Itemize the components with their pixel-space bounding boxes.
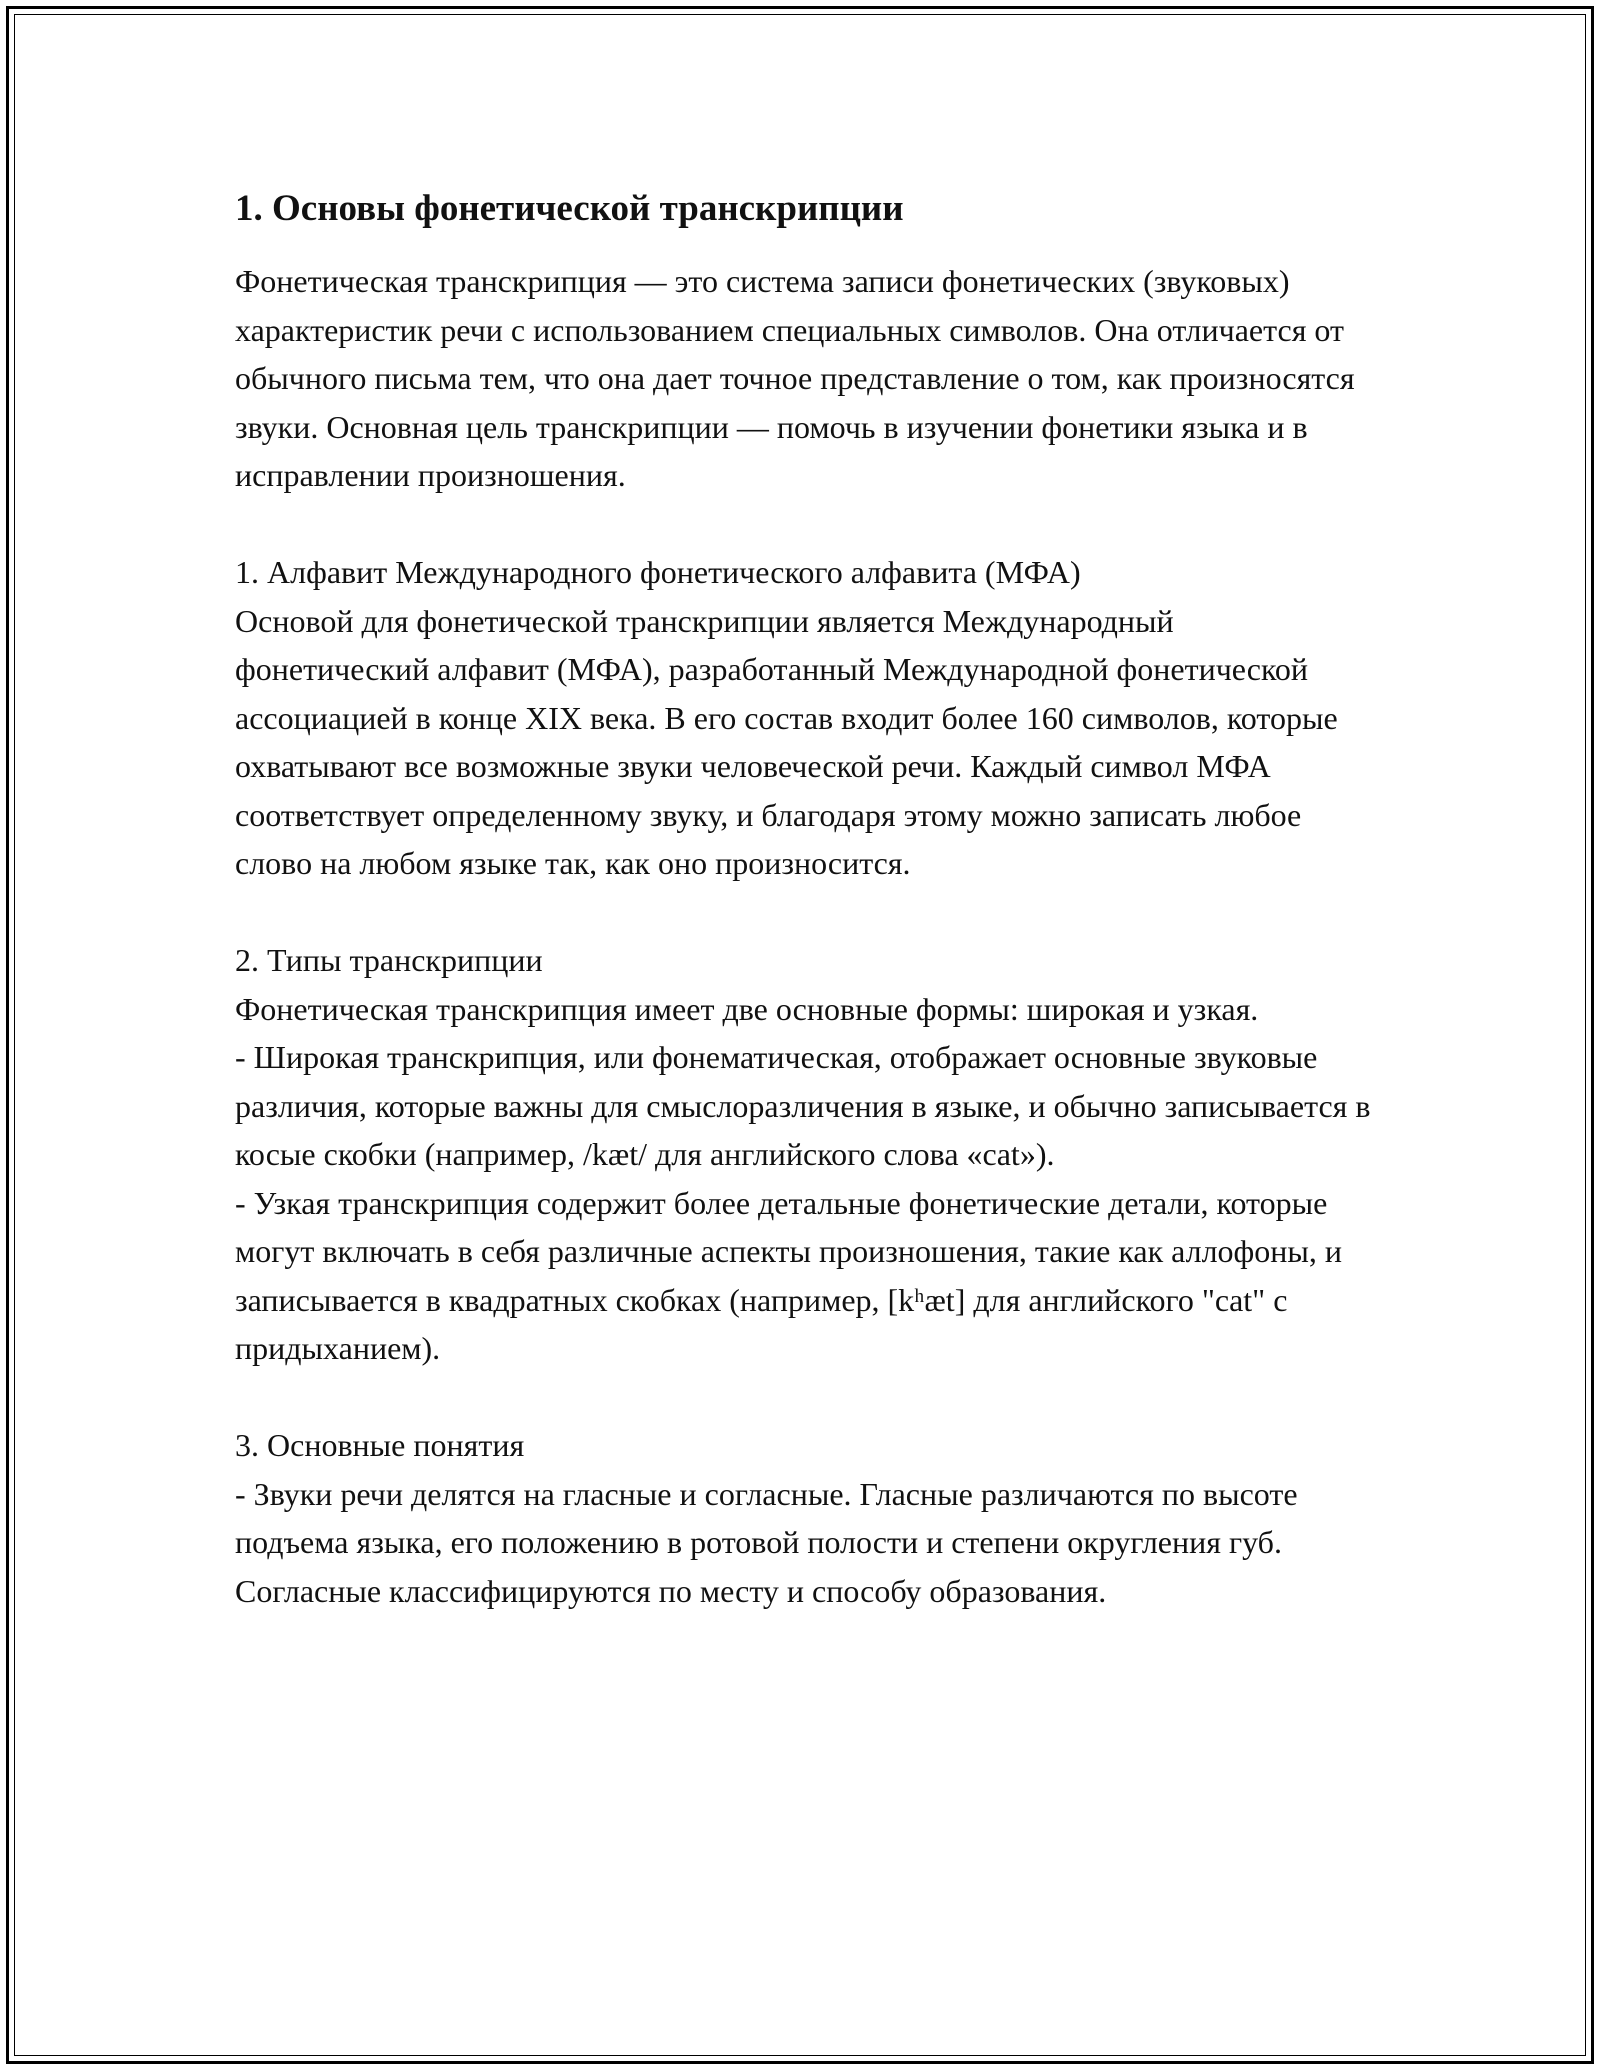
document-body xyxy=(235,185,1375,1615)
bullet-narrow-transcription: - Узкая транскрипция содержит более детальные фонетические детали, которые могут включать в себя различные аспекты произношения, такие как аллофоны, и записывается в квадратных скобках (например, [kʰæt] для английского "cat" с придыханием). xyxy=(235,1184,1343,1366)
section-ipa-alphabet xyxy=(235,548,1375,888)
section-text: Основой для фонетической транскрипции является Международный фонетический алфавит (МФА), разработанный Международной фонетической ассоциацией в конце XIX века. В его состав входит более 160 символов, которые охватывают все возможные звуки человеческой речи. Каждый символ МФА соответствует определенному звуку, и благодаря этому можно записать любое слово на любом языке так, как оно произносится. xyxy=(235,602,1338,881)
section-heading: 3. Основные понятия xyxy=(235,1427,525,1463)
section-heading: 1. Алфавит Международного фонетического алфавита (МФА) xyxy=(235,554,1081,590)
bullet-speech-sounds: - Звуки речи делятся на гласные и согласные. Гласные различаются по высоте подъема языка, его положению в ротовой полости и степени округления губ. Согласные классифицируются по месту и способу образования. xyxy=(235,1475,1298,1609)
section-transcription-types xyxy=(235,936,1375,1373)
section-basic-concepts xyxy=(235,1421,1375,1615)
section-heading: 2. Типы транскрипции xyxy=(235,942,543,978)
page-title: 1. Основы фонетической транскрипции xyxy=(235,188,904,229)
bullet-broad-transcription: - Широкая транскрипция, или фонематическая, отображает основные звуковые различия, которые важны для смыслоразличения в языке, и обычно записывается в косые скобки (например, /kæt/ для английского слова «cat»). xyxy=(235,1039,1371,1172)
intro-paragraph: Фонетическая транскрипция — это система записи фонетических (звуковых) характеристик речи с использованием специальных символов. Она отличается от обычного письма тем, что она дает точное представление о том, как произносятся звуки. Основная цель транскрипции — помочь в изучении фонетики языка и в исправлении произношения. xyxy=(235,263,1355,493)
section-text: Фонетическая транскрипция имеет две основные формы: широкая и узкая. xyxy=(235,990,1259,1027)
